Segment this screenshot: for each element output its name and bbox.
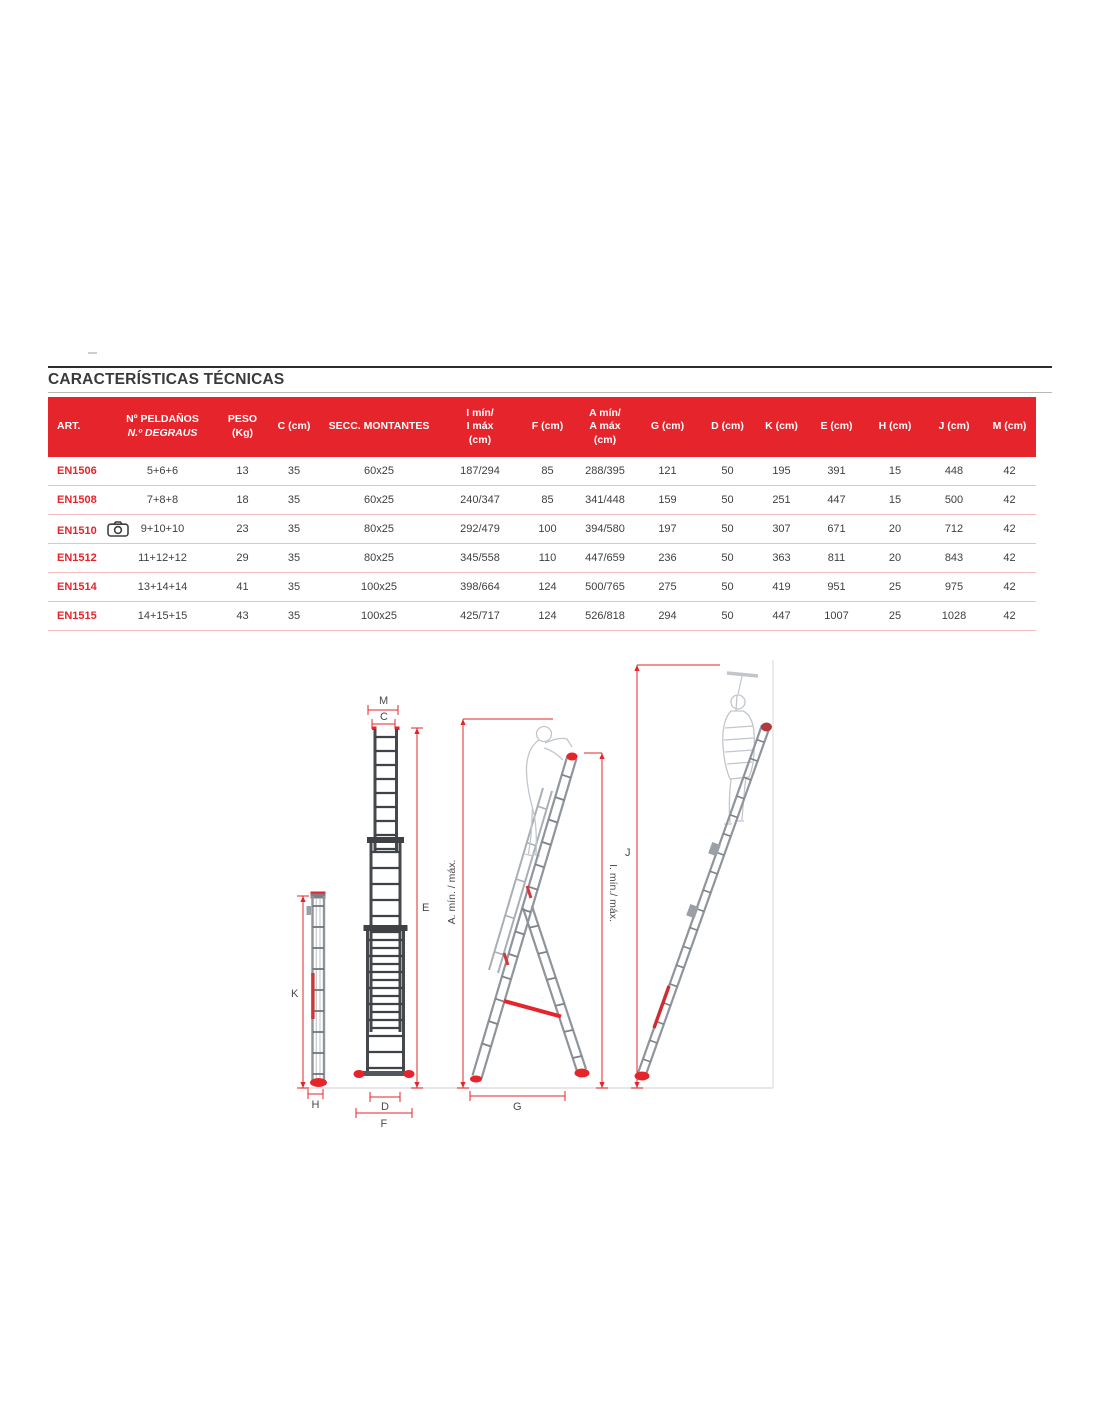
table-header [48,397,1036,457]
spec-value: 13 [215,457,270,486]
column-header: F (cm) [520,397,575,457]
column-header: H (cm) [865,397,925,457]
spec-value: 5+6+6 [110,457,215,486]
print-artifact-dash [88,352,97,354]
spec-value: 13+14+14 [110,573,215,602]
dim-label-M: M [379,695,389,707]
dim-label-I-range: I. mín./ máx. [607,864,619,922]
dim-label-J: J [625,847,631,859]
spec-value: 43 [215,602,270,631]
spec-value: 500 [925,486,983,515]
spec-value: 50 [700,573,755,602]
spec-value: 288/395 [575,457,635,486]
spec-value: 42 [983,573,1036,602]
spec-value: 50 [700,486,755,515]
spec-value: 100x25 [318,602,440,631]
spec-value: 951 [808,573,865,602]
spec-value: 42 [983,486,1036,515]
spec-value: 42 [983,457,1036,486]
spec-value: 124 [520,602,575,631]
column-header: M (cm) [983,397,1036,457]
table-row [48,486,1036,515]
diagram-stepladder [446,719,619,1113]
spec-value: 15 [865,486,925,515]
spec-value: 29 [215,544,270,573]
spec-value: 811 [808,544,865,573]
spec-value: 20 [865,515,925,544]
spec-value: 236 [635,544,700,573]
spec-value: 7+8+8 [110,486,215,515]
spec-value: 341/448 [575,486,635,515]
column-header: A mín/ A máx (cm) [575,397,635,457]
column-header: Nº PELDAÑOS N.º DEGRAUS [110,397,215,457]
spec-value: 275 [635,573,700,602]
spec-value: 363 [755,544,808,573]
spec-value: 447/659 [575,544,635,573]
spec-value: 251 [755,486,808,515]
ladder-diagrams [280,640,800,1140]
spec-value: 121 [635,457,700,486]
table-row [48,573,1036,602]
table-row [48,602,1036,631]
article-code: EN1506 [48,457,110,486]
diagram-extended-ladder [354,695,430,1130]
spec-value: 18 [215,486,270,515]
article-code: EN1514 [48,573,110,602]
spec-value: 195 [755,457,808,486]
spec-value: 85 [520,457,575,486]
dim-label-E: E [422,902,430,914]
column-header: ART. [48,397,110,457]
spec-value: 843 [925,544,983,573]
spec-value: 197 [635,515,700,544]
spec-value: 419 [755,573,808,602]
spec-value: 35 [270,544,318,573]
spec-value: 187/294 [440,457,520,486]
spec-value: 100 [520,515,575,544]
spec-value: 110 [520,544,575,573]
article-code: EN1508 [48,486,110,515]
spec-value: 60x25 [318,457,440,486]
spec-value: 11+12+12 [110,544,215,573]
spec-value: 14+15+15 [110,602,215,631]
spec-value: 80x25 [318,544,440,573]
column-header: SECC. MONTANTES [318,397,440,457]
page-title: CARACTERÍSTICAS TÉCNICAS [48,371,285,388]
column-header: D (cm) [700,397,755,457]
article-code: EN1510 [48,515,110,544]
spec-value: 292/479 [440,515,520,544]
dim-label-D: D [381,1101,389,1113]
spec-value: 15 [865,457,925,486]
column-header: I mín/ I máx (cm) [440,397,520,457]
spec-value: 100x25 [318,573,440,602]
column-header: J (cm) [925,397,983,457]
spec-value: 124 [520,573,575,602]
spec-value: 447 [808,486,865,515]
spec-value: 159 [635,486,700,515]
spec-value: 240/347 [440,486,520,515]
dim-label-F: F [380,1118,388,1130]
spec-value: 9+10+10 [110,515,215,544]
spec-value: 50 [700,602,755,631]
spec-value: 294 [635,602,700,631]
spec-value: 448 [925,457,983,486]
spec-value: 85 [520,486,575,515]
article-code: EN1515 [48,602,110,631]
spec-value: 42 [983,544,1036,573]
article-code: EN1512 [48,544,110,573]
section-heading-block [48,366,1052,393]
spec-value: 60x25 [318,486,440,515]
spec-value: 345/558 [440,544,520,573]
table-body [48,457,1036,631]
column-header: C (cm) [270,397,318,457]
spec-value: 41 [215,573,270,602]
dim-label-A-range: A. mín. / máx. [446,859,458,925]
spec-value: 391 [808,457,865,486]
dim-label-K: K [291,988,299,1000]
diagram-closed-ladder [291,892,327,1112]
spec-value: 25 [865,573,925,602]
spec-value: 975 [925,573,983,602]
spec-value: 1028 [925,602,983,631]
spec-value: 671 [808,515,865,544]
spec-value: 500/765 [575,573,635,602]
spec-value: 394/580 [575,515,635,544]
column-header: PESO (Kg) [215,397,270,457]
person-climbing-figure [525,727,572,857]
spec-value: 50 [700,544,755,573]
spec-value: 42 [983,515,1036,544]
column-header: E (cm) [808,397,865,457]
spec-value: 526/818 [575,602,635,631]
spec-value: 50 [700,515,755,544]
spec-value: 447 [755,602,808,631]
spec-value: 35 [270,515,318,544]
spec-value: 425/717 [440,602,520,631]
diagram-leaning-ladder [625,665,772,1088]
table-row [48,544,1036,573]
spec-value: 20 [865,544,925,573]
spec-table [48,397,1036,631]
column-header: G (cm) [635,397,700,457]
spec-value: 307 [755,515,808,544]
spec-value: 35 [270,573,318,602]
spec-value: 35 [270,602,318,631]
spec-value: 1007 [808,602,865,631]
column-subheader: N.º DEGRAUS [127,427,198,439]
spec-value: 42 [983,602,1036,631]
spec-value: 50 [700,457,755,486]
spec-value: 712 [925,515,983,544]
column-header: K (cm) [755,397,808,457]
spec-value: 25 [865,602,925,631]
spec-value: 398/664 [440,573,520,602]
spec-value: 80x25 [318,515,440,544]
camera-icon [107,521,129,537]
spec-value: 35 [270,457,318,486]
dim-label-G: G [513,1101,522,1113]
dim-label-H: H [311,1099,320,1111]
spec-value: 23 [215,515,270,544]
dim-label-C: C [380,711,388,723]
spec-value: 35 [270,486,318,515]
table-row [48,515,1036,544]
table-row [48,457,1036,486]
spec-table-wrap [48,397,1036,631]
